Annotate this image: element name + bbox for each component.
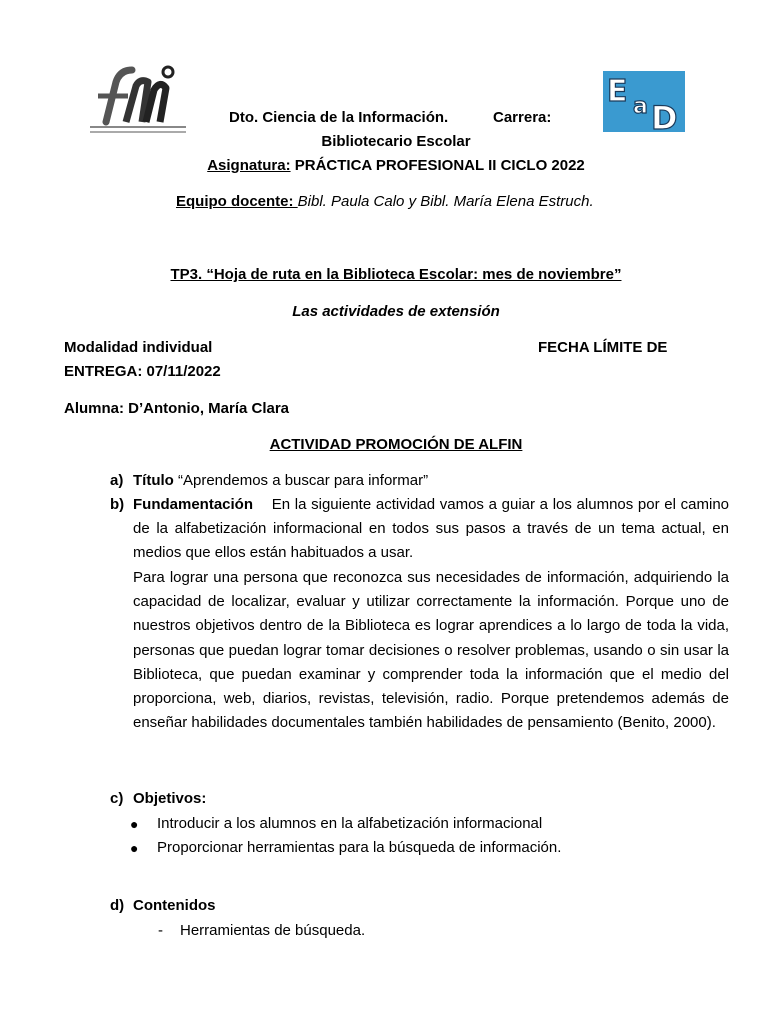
svg-text:a: a	[633, 94, 648, 119]
tp-title: TP3. “Hoja de ruta en la Biblioteca Escolar: mes de noviembre”	[170, 266, 622, 283]
activity-heading: ACTIVIDAD PROMOCIÓN DE ALFIN	[269, 436, 523, 453]
fecha-entrega: ENTREGA: 07/11/2022	[64, 363, 221, 380]
bullet-icon: ●	[130, 816, 139, 832]
bullet-icon: ●	[130, 840, 139, 856]
tp-subtitle: Las actividades de extensión	[292, 303, 500, 320]
fecha-limite-label: FECHA LÍMITE DE	[538, 339, 668, 356]
item-a-text: “Aprendemos a buscar para informar”	[173, 472, 429, 489]
equipo-line	[176, 193, 594, 211]
equipo-value: Bibl. Paula Calo y Bibl. María Elena Estruch.	[297, 193, 594, 210]
asignatura-line	[0, 157, 768, 175]
item-b-paragraph-2: Para lograr una persona que reconozca sus necesidades de información, adquiriendo la capacidad de localizar, evaluar y utilizar correctamente la información. Porque uno de nuestros objetivos dentro de la Biblioteca es lograr aprendices a lo largo de toda la vida, personas que puedan lograr tomar decisiones o resolver problemas, usando o sin usar la Biblioteca, que puedan examinar y comprender toda la información que el medio del proporciona, web, diarios, revistas, televisión, radio. Porque pretendemos además de enseñar habilidades documentales también habilidades de pensamiento (Benito, 2000).	[133, 569, 729, 732]
content-item-1: Herramientas de búsqueda.	[180, 922, 366, 939]
content-dash: -	[158, 922, 163, 939]
item-b-label: Fundamentación	[133, 496, 254, 513]
svg-text:E: E	[607, 74, 628, 109]
item-a-label: Título	[133, 472, 174, 489]
carrera-value: Bibliotecario Escolar	[321, 133, 471, 150]
logo-left-wordmark: fhc	[138, 60, 140, 61]
item-d-label: Contenidos	[133, 897, 216, 914]
alumna: Alumna: D’Antonio, María Clara	[64, 400, 290, 417]
item-c-label: Objetivos:	[133, 790, 207, 807]
ead-logo	[603, 71, 685, 132]
objective-item-1: Introducir a los alumnos en la alfabetización informacional	[157, 815, 543, 832]
item-a-marker: a)	[110, 472, 124, 489]
item-a	[133, 472, 428, 490]
svg-text:D: D	[651, 99, 678, 132]
objective-item-2: Proporcionar herramientas para la búsqueda de información.	[157, 839, 562, 856]
asignatura-value: PRÁCTICA PROFESIONAL II CICLO 2022	[290, 157, 585, 174]
item-b-paragraph-1	[133, 493, 729, 566]
equipo-label: Equipo docente:	[176, 193, 298, 210]
modalidad: Modalidad individual	[64, 339, 213, 356]
item-b-marker: b)	[110, 496, 125, 513]
department: Dto. Ciencia de la Información.	[229, 109, 449, 126]
item-d-marker: d)	[110, 897, 125, 914]
carrera-label: Carrera:	[493, 109, 552, 126]
item-c-marker: c)	[110, 790, 124, 807]
asignatura-label: Asignatura:	[207, 157, 291, 174]
item-b-text-1: En la siguiente actividad vamos a guiar a los alumnos por el camino de la alfabetización informacional en todos sus pasos a través de un tema actual, en medios que ellos están habituados a usar.	[133, 496, 730, 562]
faculty-logo	[88, 60, 188, 138]
